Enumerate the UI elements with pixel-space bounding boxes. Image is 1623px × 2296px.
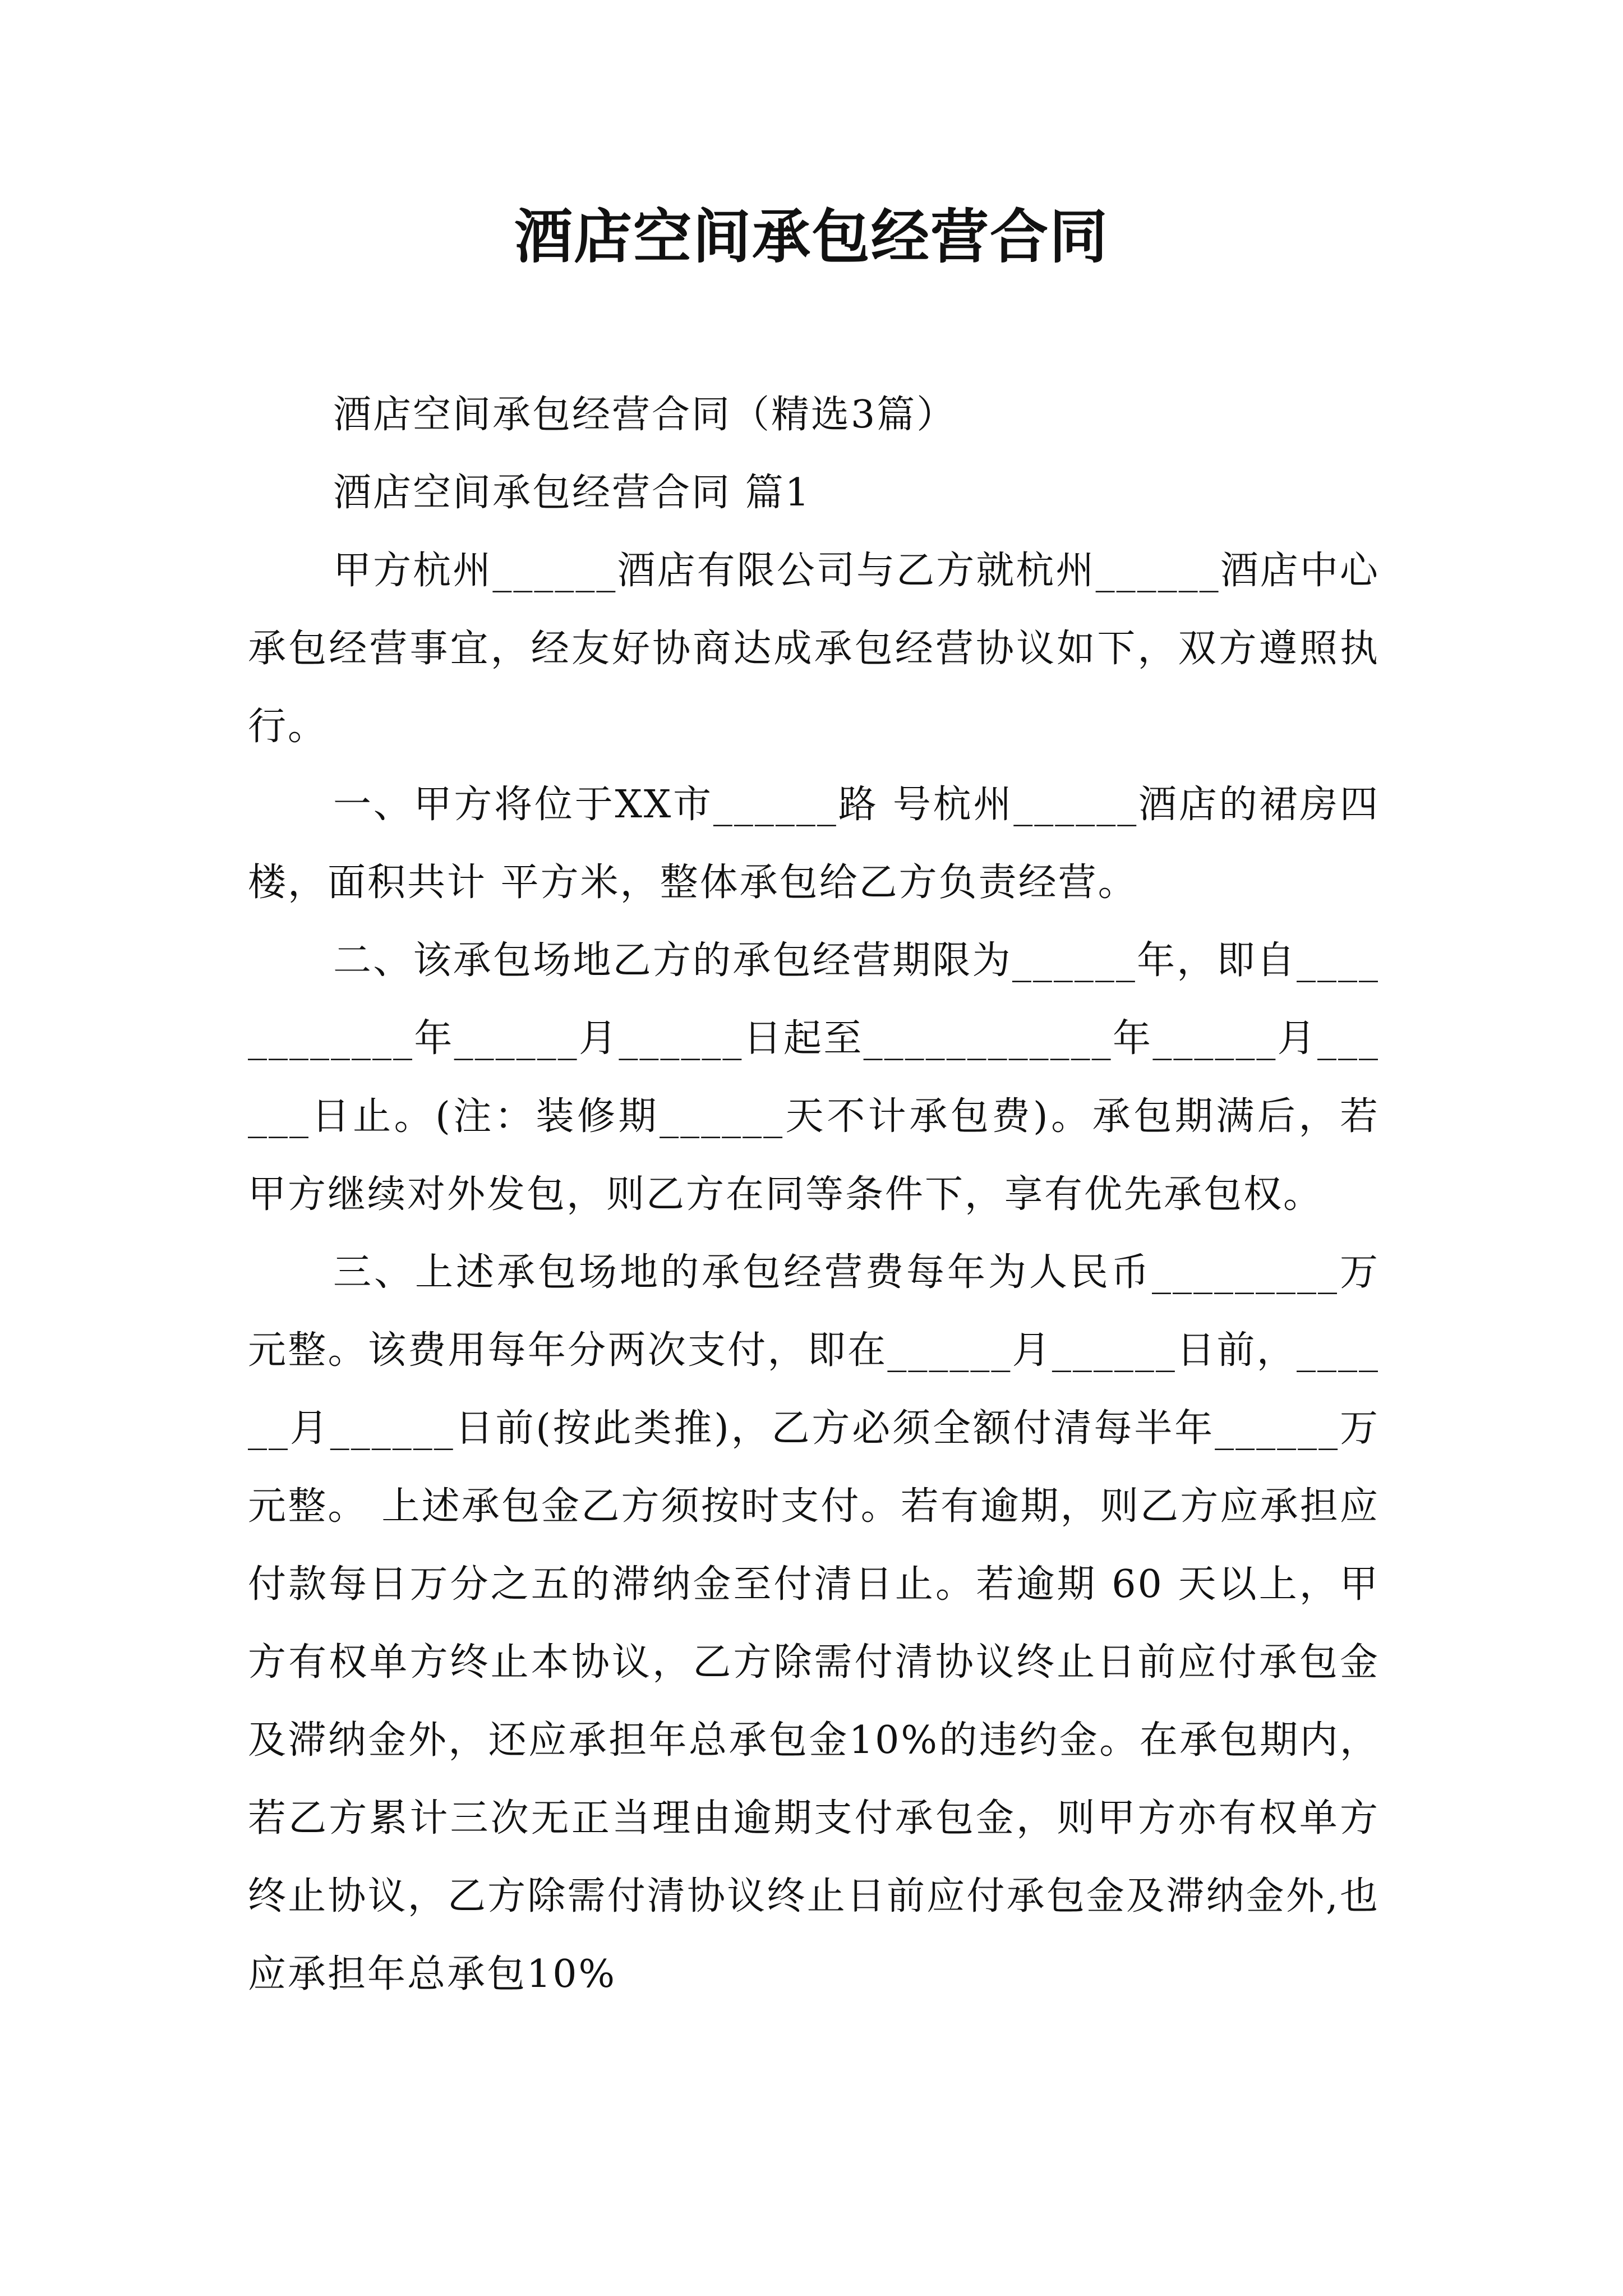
document-body (248, 376, 1380, 2013)
paragraph-clause-2: 二、该承包场地乙方的承包经营期限为______年，即自____________年______月______日起至____________年______月______日止。(注：装修期______天不计承包费)。承包期满后，若甲方继续对外发包，则乙方在同等条件下，享有优先承包权。 (248, 938, 1380, 1217)
paragraph-preamble: 甲方杭州______酒店有限公司与乙方就杭州______酒店中心承包经营事宜，经友好协商达成承包经营协议如下，双方遵照执行。 (248, 549, 1380, 749)
paragraph-clause-1: 一、甲方将位于XX市______路 号杭州______酒店的裙房四楼，面积共计 平方米，整体承包给乙方负责经营。 (248, 783, 1380, 905)
subtitle-part-1: 酒店空间承包经营合同 篇1 (333, 471, 811, 515)
paragraph-clause-3: 三、上述承包场地的承包经营费每年为人民币_________万元整。该费用每年分两次支付，即在______月______日前，______月______日前(按此类推)，乙方必须全额付清每半年______万元整。 上述承包金乙方须按时支付。若有逾期，则乙方应承担应付款每日万分之五的滞纳金至付清日止。若逾期 60 天以上，甲方有权单方终止本协议，乙方除需付清协议终止日前应付承包金及滞纳金外，还应承担年总承包金10%的违约金。在承包期内，若乙方累计三次无正当理由逾期支付承包金，则甲方亦有权单方终止协议，乙方除需付清协议终止日前应付承包金及滞纳金外,也应承担年总承包10% (248, 1250, 1380, 1996)
subtitle-selection: 酒店空间承包经营合同（精选3篇） (333, 393, 957, 437)
document-title: 酒店空间承包经营合同 (514, 202, 1109, 271)
